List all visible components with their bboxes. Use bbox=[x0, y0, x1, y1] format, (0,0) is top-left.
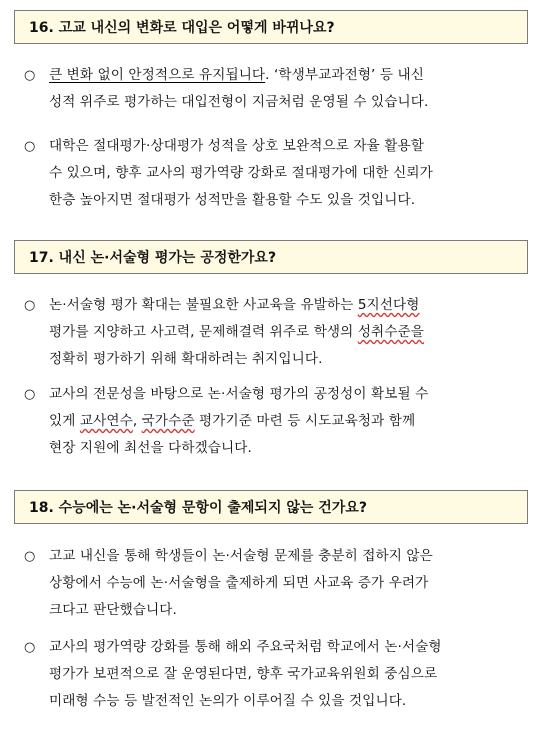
section-17-heading bbox=[14, 240, 528, 274]
text-line: 교사의 전문성을 바탕으로 논·서술형 평가의 공정성이 확보될 수 bbox=[49, 386, 429, 402]
text-segment: 있게 bbox=[49, 413, 80, 429]
section-16-item-2 bbox=[24, 133, 528, 214]
text-line: 현장 지원에 최선을 다하겠습니다. bbox=[49, 440, 252, 456]
bullet-circle-icon: ○ bbox=[24, 387, 36, 402]
text-line: 미래형 수능 등 발전적인 논의가 이루어질 수 있을 것입니다. bbox=[49, 693, 407, 709]
section-17-title: 17. 내신 논·서술형 평가는 공정한가요? bbox=[29, 250, 277, 266]
text-segment: 논·서술형 평가 확대는 불필요한 사교육을 유발하는 bbox=[49, 297, 358, 313]
section-18-item-1 bbox=[24, 543, 528, 624]
bullet-circle-icon: ○ bbox=[24, 549, 36, 564]
text-line: 성적 위주로 평가하는 대입전형이 지금처럼 운영될 수 있습니다. bbox=[49, 94, 429, 110]
section-16-item-1 bbox=[24, 62, 528, 116]
bullet-circle-icon: ○ bbox=[24, 640, 36, 655]
text-line: 교사의 평가역량 강화를 통해 해외 주요국처럼 학교에서 논·서술형 bbox=[49, 639, 442, 655]
text-line bbox=[24, 62, 528, 89]
spellcheck-underlined-word: 교사연수 bbox=[79, 413, 133, 429]
bullet-circle-icon: ○ bbox=[24, 298, 36, 313]
spellcheck-underlined-word: 5지선다형 bbox=[357, 297, 420, 313]
text-line: 한층 높아지면 절대평가 성적만을 활용할 수도 있을 것입니다. bbox=[49, 192, 416, 208]
text-line: 정확히 평가하기 위해 확대하려는 취지입니다. bbox=[49, 351, 323, 367]
section-16-title: 16. 고교 내신의 변화로 대입은 어떻게 바뀌나요? bbox=[29, 20, 335, 36]
spellcheck-underlined-word: 국가수준 bbox=[141, 413, 195, 429]
text-segment: 평가기준 마련 등 시도교육청과 함께 bbox=[194, 413, 416, 429]
text-segment: . ‘학생부교과전형’ 등 내신 bbox=[265, 67, 425, 83]
section-18-item-2 bbox=[24, 634, 528, 715]
text-segment: 평가를 지양하고 사고력, 문제해결력 위주로 학생의 bbox=[49, 324, 358, 340]
text-line: 고교 내신을 통해 학생들이 논·서술형 문제를 충분히 접하지 않은 bbox=[49, 548, 433, 564]
text-line: 상황에서 수능에 논·서술형을 출제하게 되면 사교육 증가 우려가 bbox=[49, 575, 429, 591]
text-line: 크다고 판단했습니다. bbox=[49, 602, 177, 618]
bullet-circle-icon: ○ bbox=[24, 139, 36, 154]
text-line bbox=[24, 319, 528, 346]
text-line: 평가가 보편적으로 잘 운영된다면, 향후 국가교육위원회 중심으로 bbox=[49, 666, 438, 682]
text-segment: , bbox=[132, 413, 142, 429]
spellcheck-underlined-word: 성취수준을 bbox=[357, 324, 424, 340]
text-line bbox=[24, 292, 528, 319]
text-line bbox=[24, 408, 528, 435]
underlined-phrase: 큰 변화 없이 안정적으로 유지됩니다 bbox=[49, 67, 266, 83]
section-18-heading bbox=[14, 490, 528, 524]
text-line: 수 있으며, 향후 교사의 평가역량 강화로 절대평가에 대한 신뢰가 bbox=[49, 165, 433, 181]
section-17-item-2 bbox=[24, 381, 528, 462]
section-18-title: 18. 수능에는 논·서술형 문항이 출제되지 않는 건가요? bbox=[29, 500, 367, 516]
section-16-heading bbox=[14, 10, 528, 44]
section-17-item-1 bbox=[24, 292, 528, 373]
bullet-circle-icon: ○ bbox=[24, 68, 36, 83]
text-line: 대학은 절대평가·상대평가 성적을 상호 보완적으로 자율 활용할 bbox=[49, 138, 424, 154]
